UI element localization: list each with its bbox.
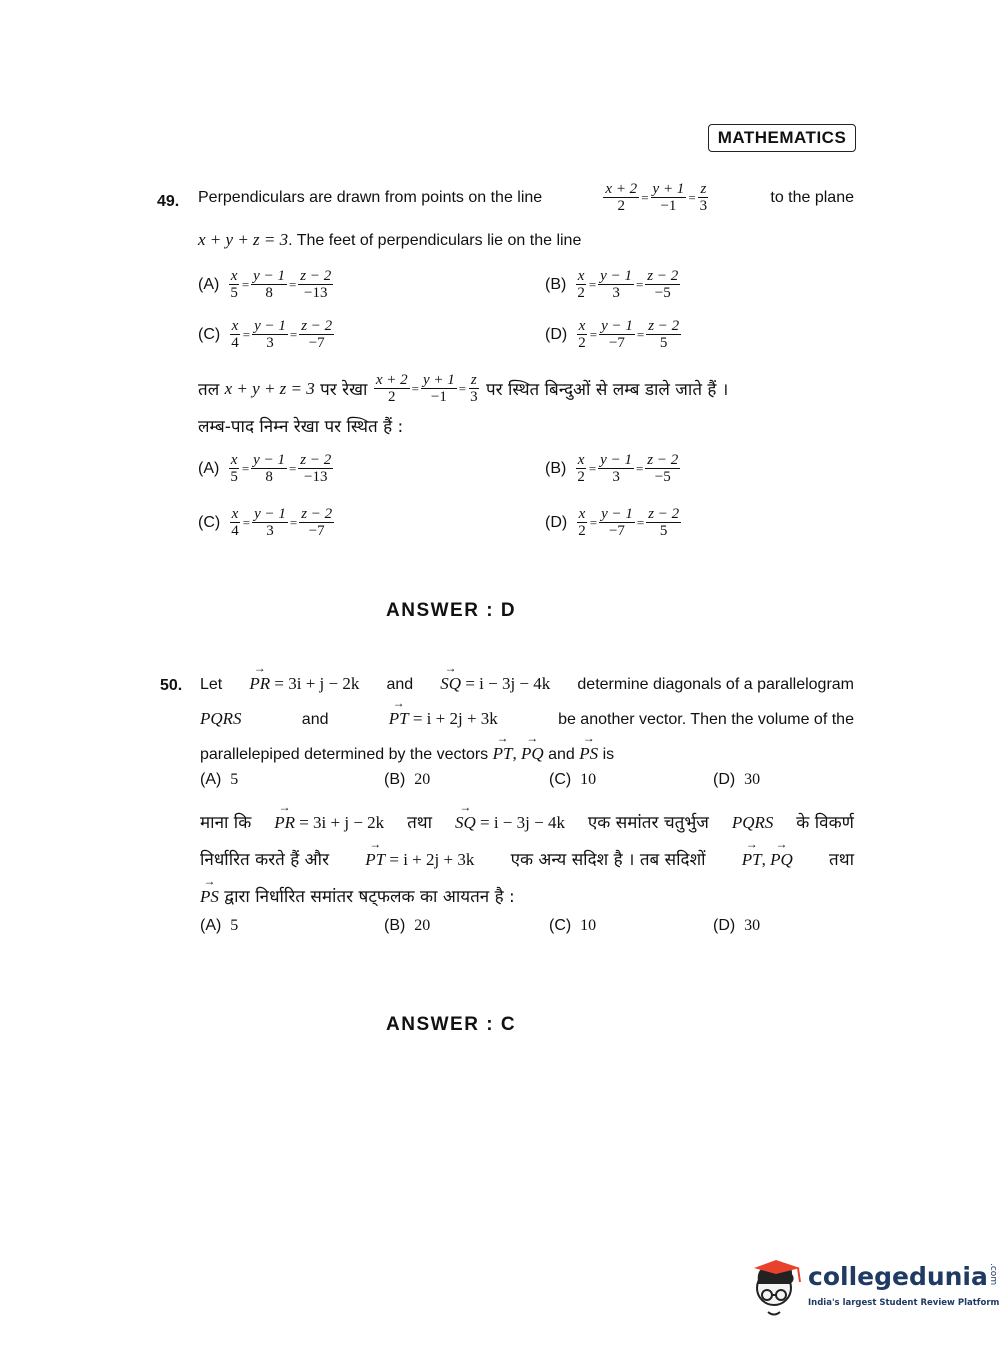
fraction: $\frac{x}{2}$	[578, 506, 586, 539]
fraction: $\frac{z - 2}{5}$	[648, 506, 680, 539]
fraction: $\frac{x + 2}{2}$	[375, 372, 408, 405]
q49-en-line2	[198, 230, 581, 250]
fraction: $\frac{x}{5}$	[230, 268, 238, 301]
q50-hi-line1: माना कि → PR = 3i + j − 2k तथा → SQ = i − 3j − 4k एक समांतर चतुर्भुज PQRS के विकर्ण	[200, 810, 854, 833]
fraction: $\frac{z - 2}{-13}$	[300, 452, 332, 485]
fraction: $\frac{y - 1}{8}$	[253, 452, 285, 485]
fraction: $\frac{x}{5}$	[230, 452, 238, 485]
text: and	[386, 676, 414, 693]
text: Let	[200, 676, 223, 693]
q49-option-a[interactable]: (A) $\frac{x}{5}$ = $\frac{y - 1}{8}$ = $\frac{z - 2}{-13}$	[198, 268, 332, 301]
hi-text: तल	[198, 380, 220, 400]
text: and	[301, 711, 329, 728]
q50-option-a[interactable]: (A) 5	[200, 771, 239, 788]
q49-to-plane: to the plane	[770, 188, 854, 206]
q49-option-c[interactable]: (C) $\frac{x}{4}$ = $\frac{y - 1}{3}$ = $\frac{z - 2}{-7}$	[198, 318, 333, 351]
fraction: $\frac{y - 1}{3}$	[600, 268, 632, 301]
fraction: $\frac{z - 2}{-5}$	[647, 268, 679, 301]
q49-hi-option-c[interactable]: (C) $\frac{x}{4}$ = $\frac{y - 1}{3}$ = $\frac{z - 2}{-7}$	[198, 506, 333, 539]
question-number-49: 49.	[157, 193, 180, 210]
question-number-50: 50.	[160, 677, 183, 694]
fraction: $\frac{z}{3}$	[699, 181, 708, 214]
fraction: $\frac{y + 1}{-1}$	[652, 181, 685, 214]
fraction: $\frac{y - 1}{8}$	[253, 268, 285, 301]
q50-en-line2	[200, 709, 854, 729]
logo-suffix: .com	[987, 1262, 998, 1285]
q50-en-line1	[200, 674, 854, 694]
q49-hi-option-a[interactable]: (A) $\frac{x}{5}$ = $\frac{y - 1}{8}$ = $\frac{z - 2}{-13}$	[198, 452, 332, 485]
fraction: $\frac{x}{2}$	[578, 318, 586, 351]
fraction: $\frac{y - 1}{-7}$	[601, 318, 633, 351]
plane-equation: x + y + z = 3	[198, 230, 289, 249]
logo-tagline: India's largest Student Review Platform	[808, 1298, 1000, 1308]
pr-vector-expr: → PR = 3i + j − 2k	[249, 674, 359, 694]
q49-en-line1	[198, 181, 854, 214]
fraction: $\frac{z - 2}{-13}$	[300, 268, 332, 301]
fraction: $\frac{x}{2}$	[577, 268, 585, 301]
parallelogram-name: PQRS	[200, 709, 242, 728]
q50-answer: ANSWER : C	[386, 1014, 517, 1035]
q50-hi-option-a[interactable]: (A) 5	[200, 917, 239, 934]
text: be another vector. Then the volume of the	[558, 711, 854, 728]
q49-hi-option-b[interactable]: (B) $\frac{x}{2}$ = $\frac{y - 1}{3}$ = $\frac{z - 2}{-5}$	[545, 452, 679, 485]
fraction: $\frac{y - 1}{3}$	[254, 506, 286, 539]
q49-answer: ANSWER : D	[386, 600, 517, 621]
q50-option-b[interactable]: (B) 20	[384, 771, 431, 788]
q49-line-equation: $\frac{x + 2}{2}$ = $\frac{y + 1}{-1}$ = $\frac{z}{3}$	[605, 181, 708, 214]
q50-hi-line2: निर्धारित करते हैं और → PT = i + 2j + 3k एक अन्य सदिश है । तब सदिशों → PT, → PQ तथा	[200, 847, 854, 870]
q50-option-c[interactable]: (C) 10	[549, 771, 597, 788]
fraction: $\frac{y - 1}{-7}$	[601, 506, 633, 539]
hi-text: पर रेखा	[320, 380, 368, 400]
fraction: $\frac{x}{2}$	[577, 452, 585, 485]
q50-en-line3: parallelepiped determined by the vectors → PT, → PQ and → PS is	[200, 744, 614, 764]
fraction: $\frac{y + 1}{-1}$	[422, 372, 455, 405]
q50-hi-line3: → PS द्वारा निर्धारित समांतर षट्फलक का आयतन है :	[200, 884, 515, 907]
plane-equation-hi: x + y + z = 3	[224, 378, 315, 398]
fraction: $\frac{z - 2}{-7}$	[301, 318, 333, 351]
fraction: $\frac{y - 1}{3}$	[600, 452, 632, 485]
fraction: $\frac{z - 2}{5}$	[648, 318, 680, 351]
q49-line2-rest: . The feet of perpendiculars lie on the line	[288, 232, 582, 249]
q49-option-b[interactable]: (B) $\frac{x}{2}$ = $\frac{y - 1}{3}$ = $\frac{z - 2}{-5}$	[545, 268, 679, 301]
q49-intro: Perpendiculars are drawn from points on the line	[198, 188, 543, 206]
q49-option-d[interactable]: (D) $\frac{x}{2}$ = $\frac{y - 1}{-7}$ = $\frac{z - 2}{5}$	[545, 318, 680, 351]
hi-text: पर स्थित बिन्दुओं से लम्ब डाले जाते हैं ।	[486, 380, 729, 400]
text: determine diagonals of a parallelogram	[577, 676, 854, 693]
pt-vector-expr: → PT = i + 2j + 3k	[389, 709, 498, 729]
q50-option-d[interactable]: (D) 30	[713, 771, 761, 788]
q49-hi-line2: लम्ब-पाद निम्न रेखा पर स्थित हैं :	[198, 417, 404, 437]
sq-vector-expr: → SQ = i − 3j − 4k	[440, 674, 550, 694]
mascot-icon	[748, 1254, 806, 1324]
logo-wordmark: collegedunia	[808, 1262, 988, 1291]
q50-hi-option-b[interactable]: (B) 20	[384, 917, 431, 934]
subject-label: MATHEMATICS	[708, 124, 856, 152]
fraction: $\frac{y - 1}{3}$	[254, 318, 286, 351]
fraction: $\frac{x}{4}$	[231, 506, 239, 539]
q49-hi-line1: तल x + y + z = 3 पर रेखा $\frac{x + 2}{2}$ = $\frac{y + 1}{-1}$ = $\frac{z}{3}$ पर स्थित बिन्दुओं से लम्ब डाले जाते हैं ।	[198, 372, 729, 405]
fraction: $\frac{x + 2}{2}$	[605, 181, 638, 214]
fraction: $\frac{z - 2}{-5}$	[647, 452, 679, 485]
q49-hi-option-d[interactable]: (D) $\frac{x}{2}$ = $\frac{y - 1}{-7}$ = $\frac{z - 2}{5}$	[545, 506, 680, 539]
fraction: $\frac{x}{4}$	[231, 318, 239, 351]
fraction: $\frac{z - 2}{-7}$	[301, 506, 333, 539]
q50-hi-option-d[interactable]: (D) 30	[713, 917, 761, 934]
collegedunia-logo[interactable]	[748, 1254, 1000, 1324]
fraction: $\frac{z}{3}$	[470, 372, 478, 405]
q50-hi-option-c[interactable]: (C) 10	[549, 917, 597, 934]
